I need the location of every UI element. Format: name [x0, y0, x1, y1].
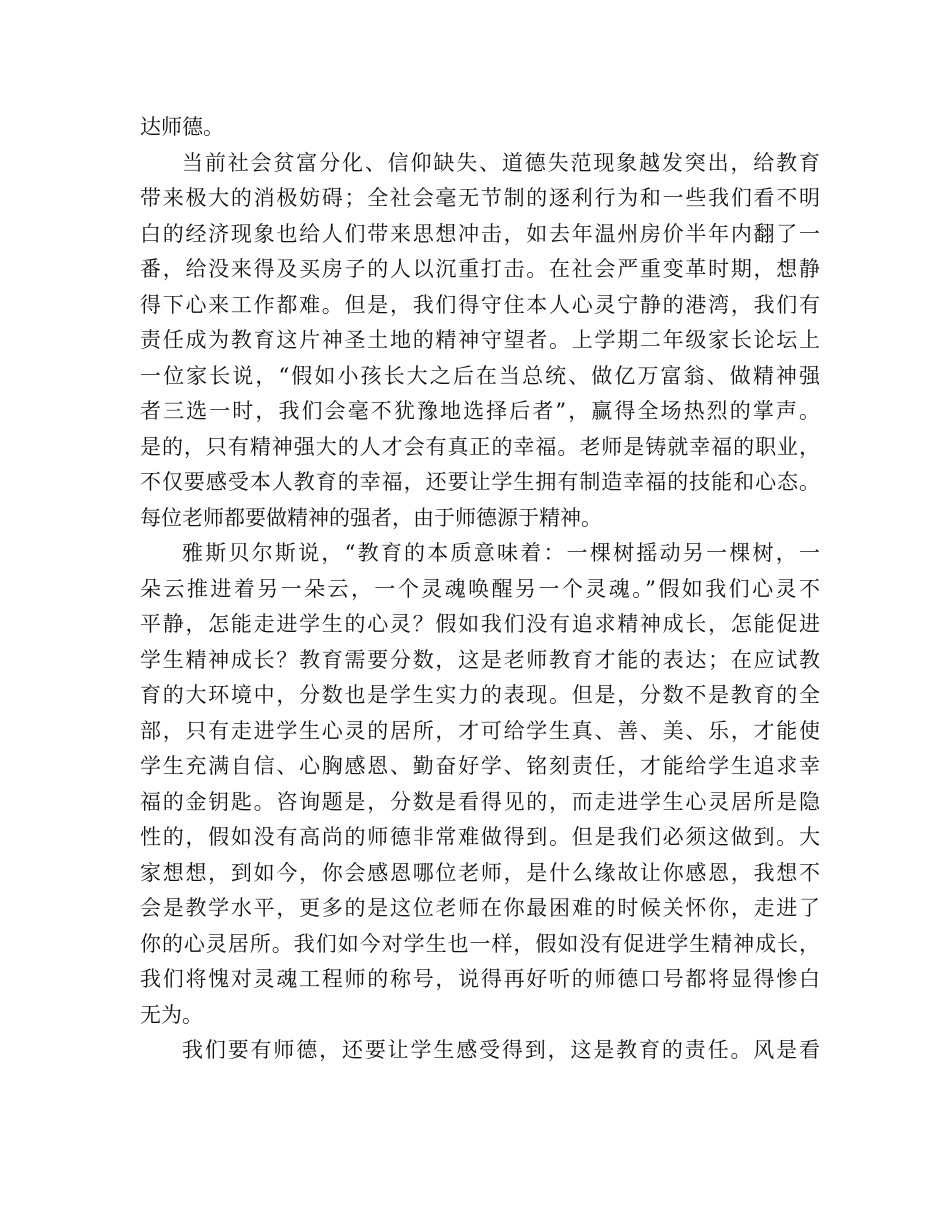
text-line: 白的经济现象也给人们带来思想冲击，如去年温州房价半年内翻了一 [140, 221, 820, 246]
text-line: 达师德。 [140, 115, 224, 139]
text-line: 无为。 [140, 1002, 203, 1027]
text-line: 育的大环境中，分数也是学生实力的表现。但是，分数不是教育的全 [140, 683, 820, 707]
text-line: 福的金钥匙。咨询题是，分数是看得见的，而走进学生心灵居所是隐 [140, 789, 820, 814]
text-line: 雅斯贝尔斯说，“教育的本质意味着：一棵树摇动另一棵树，一 [182, 541, 820, 565]
text-line: 不仅要感受本人教育的幸福，还要让学生拥有制造幸福的技能和心态。 [140, 470, 820, 494]
text-line: 责任成为教育这片神圣土地的精神守望者。上学期二年级家长论坛上 [140, 328, 820, 352]
text-line: 部，只有走进学生心灵的居所，才可给学生真、善、美、乐，才能使 [140, 718, 820, 743]
text-line: 家想想，到如今，你会感恩哪位老师，是什么缘故让你感恩，我想不 [140, 860, 820, 885]
text-line: 每位老师都要做精神的强者，由于师德源于精神。 [140, 505, 602, 530]
text-line: 学生充满自信、心胸感恩、勤奋好学、铭刻责任，才能给学生追求幸 [140, 754, 820, 778]
text-line: 者三选一时，我们会毫不犹豫地选择后者”，赢得全场热烈的掌声。 [140, 399, 820, 423]
text-line: 得下心来工作都难。但是，我们得守住本人心灵宁静的港湾，我们有 [140, 292, 820, 317]
text-line: 学生精神成长？教育需要分数，这是老师教育才能的表达；在应试教 [140, 647, 820, 672]
text-line: 当前社会贫富分化、信仰缺失、道德失范现象越发突出，给教育 [182, 150, 820, 175]
text-line: 番，给没来得及买房子的人以沉重打击。在社会严重变革时期，想静 [140, 257, 820, 281]
text-line: 带来极大的消极妨碍；全社会毫无节制的逐利行为和一些我们看不明 [140, 186, 820, 210]
text-line: 你的心灵居所。我们如今对学生也一样，假如没有促进学生精神成长， [140, 931, 820, 956]
text-line: 是的，只有精神强大的人才会有真正的幸福。老师是铸就幸福的职业， [140, 434, 820, 459]
text-line: 会是教学水平，更多的是这位老师在你最困难的时候关怀你，走进了 [140, 896, 820, 920]
text-line: 朵云推进着另一朵云，一个灵魂唤醒另一个灵魂。”假如我们心灵不 [140, 576, 820, 601]
text-line: 我们将愧对灵魂工程师的称号，说得再好听的师德口号都将显得惨白 [140, 967, 820, 991]
text-line: 性的，假如没有高尚的师德非常难做得到。但是我们必须这做到。大 [140, 825, 820, 849]
text-line: 平静，怎能走进学生的心灵？假如我们没有追求精神成长，怎能促进 [140, 612, 820, 636]
document-body [140, 110, 820, 1069]
text-line: 一位家长说，“假如小孩长大之后在当总统、做亿万富翁、做精神强 [140, 363, 820, 388]
text-line: 我们要有师德，还要让学生感受得到，这是教育的责任。风是看 [182, 1038, 820, 1062]
